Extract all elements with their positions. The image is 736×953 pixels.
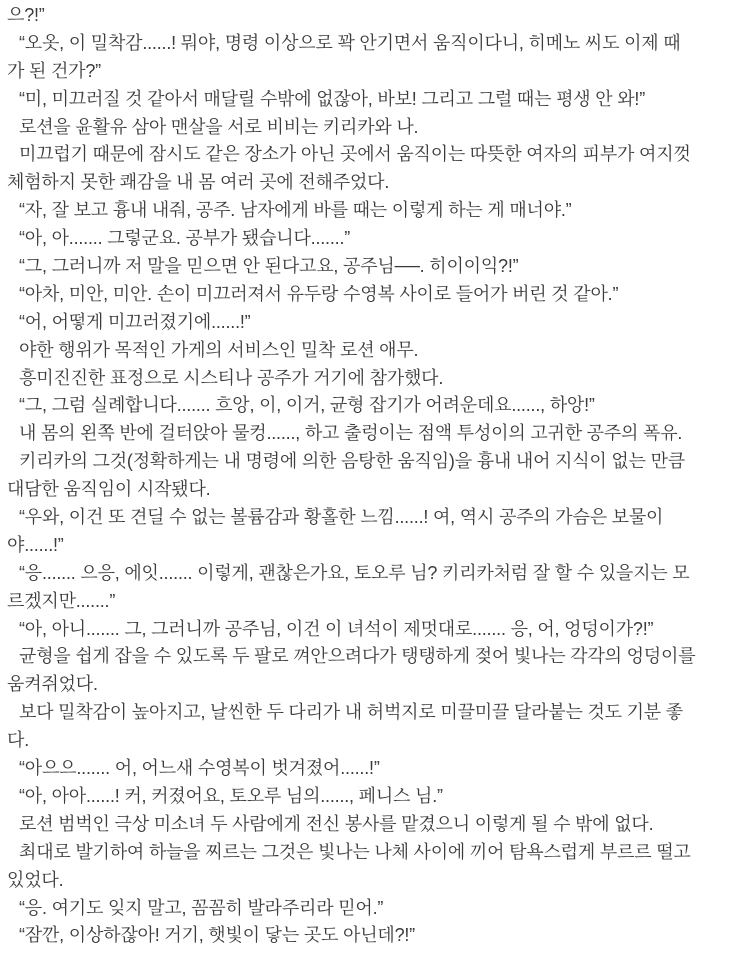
text-line: “아, 아니....... 그, 그러니까 공주님, 이건 이 녀석이 제멋대로....... 응, 어, 엉덩이가?!” [19,618,654,639]
text-line: 균형을 쉽게 잡을 수 있도록 두 팔로 껴안으려다가 탱탱하게 젖어 빛나는 각각의 엉덩이를 [19,646,696,667]
text-line: “응. 여기도 잊지 말고, 꼼꼼히 발라주리라 믿어.” [19,897,384,918]
text-line: 로션을 윤활유 삼아 맨살을 서로 비비는 키리카와 나. [19,116,419,137]
text-line: 야한 행위가 목적인 가게의 서비스인 밀착 로션 애무. [19,339,419,360]
text-line: “오옷, 이 밀착감......! 뭐야, 명령 이상으로 꽉 안기면서 움직이다니, 히메노 씨도 이제 때 [19,32,681,53]
text-line: 움켜쥐었다. [7,674,98,695]
text-line: 체험하지 못한 쾌감을 내 몸 여러 곳에 전해주었다. [7,172,390,193]
text-line: 르겠지만.......” [7,590,116,611]
text-line: 으?!” [7,5,45,25]
text-line: 보다 밀착감이 높아지고, 날씬한 두 다리가 내 허벅지로 미끌미끌 달라붙는 것도 기분 좋 [19,702,683,723]
text-line: “그, 그러니까 저 말을 믿으면 안 된다고요, 공주님──. 히이이익?!” [19,256,519,277]
text-line: “그, 그럼 실례합니다....... 흐앙, 이, 이거, 균형 잡기가 어려운데요......, 하앙!” [19,395,595,416]
text-line: 미끄럽기 때문에 잠시도 같은 장소가 아닌 곳에서 움직이는 따뜻한 여자의 피부가 여지껏 [19,144,691,165]
text-line: 야......!” [7,534,64,555]
text-line: 다. [7,730,29,751]
text-line: 가 된 건가?” [7,60,101,81]
text-line: “응....... 으응, 에잇....... 이렇게, 괜찮은가요, 토오루 님? 키리카처럼 잘 할 수 있을지는 모 [19,562,690,583]
text-line: 최대로 발기하여 하늘을 찌르는 그것은 빛나는 나체 사이에 끼어 탐욕스럽게 부르르 떨고 [19,841,691,862]
text-line: “아, 아....... 그렇군요. 공부가 됐습니다.......” [19,228,351,249]
text-line: “미, 미끄러질 것 같아서 매달릴 수밖에 없잖아, 바보! 그리고 그럴 때는 평생 안 와!” [19,88,646,109]
text-line: “자, 잘 보고 흉내 내줘, 공주. 남자에게 바를 때는 이렇게 하는 게 매너야.” [19,200,572,221]
text-line: “어, 어떻게 미끄러졌기에......!” [19,311,251,332]
text-line: “아차, 미안, 미안. 손이 미끄러져서 유두랑 수영복 사이로 들어가 버린 것 같아.” [19,283,619,304]
text-line: 키리카의 그것(정확하게는 내 명령에 의한 음탕한 움직임)을 흉내 내어 지식이 없는 만큼 [19,451,685,472]
text-line: “우와, 이건 또 견딜 수 없는 볼륨감과 황홀한 느낌......! 여, 역시 공주의 가슴은 보물이 [19,507,664,528]
text-line: “잠깐, 이상하잖아! 거기, 햇빛이 닿는 곳도 아닌데?!” [19,925,415,946]
text-line: 있었다. [7,869,64,890]
text-line: 흥미진진한 표정으로 시스티나 공주가 거기에 참가했다. [19,367,444,388]
text-line: 로션 범벅인 극상 미소녀 두 사람에게 전신 봉사를 맡겼으니 이렇게 될 수 밖에 없다. [19,813,654,834]
text-line: “아으으....... 어, 어느새 수영복이 벗겨졌어......!” [19,758,380,779]
text-line: 내 몸의 왼쪽 반에 걸터앉아 물컹......, 하고 출렁이는 점액 투성이의 고귀한 공주의 폭유. [19,423,683,444]
text-line: 대담한 움직임이 시작됐다. [7,479,211,500]
text-line: “아, 아아......! 커, 커졌어요, 토오루 님의......, 페니스 님.” [19,785,443,806]
